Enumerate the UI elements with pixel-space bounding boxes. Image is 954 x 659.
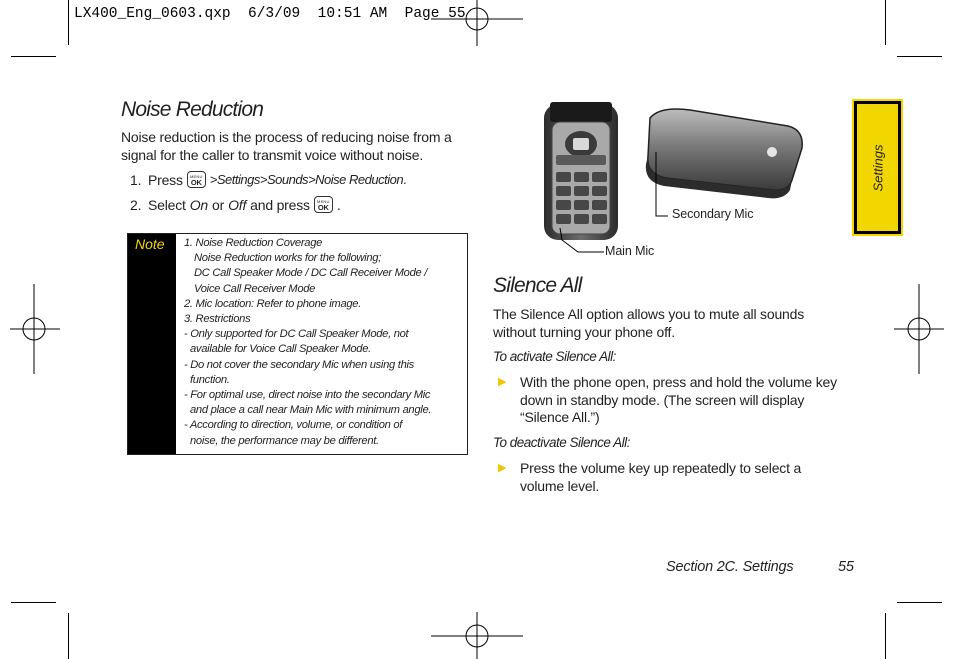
menu-ok-key-icon: MENU OK	[314, 196, 333, 213]
deactivate-bullet: ▶ Press the volume key up repeatedly to select a volume level.	[493, 460, 801, 495]
open-phone-icon	[544, 102, 618, 240]
page-number: 55	[838, 559, 854, 575]
step-2: 2. Select On or Off and press MENU OK .	[130, 196, 341, 213]
registration-mark-right-icon	[894, 284, 944, 374]
phone-image	[540, 100, 810, 265]
deactivate-heading: To deactivate Silence All:	[493, 435, 630, 450]
main-mic-label: Main Mic	[605, 244, 655, 258]
print-slug: LX400_Eng_0603.qxp 6/3/09 10:51 AM Page 55	[74, 6, 466, 22]
footer-section: Section 2C. Settings	[666, 559, 794, 575]
activate-heading: To activate Silence All:	[493, 349, 616, 364]
noise-reduction-heading: Noise Reduction	[121, 98, 264, 121]
registration-mark-bottom-icon	[431, 612, 523, 659]
bullet-arrow-icon: ▶	[498, 462, 507, 474]
activate-bullet: ▶ With the phone open, press and hold the volume key down in standby mode. (The screen will display “Silence All.”)	[493, 374, 837, 427]
silence-all-heading: Silence All	[493, 274, 582, 297]
note-box	[127, 233, 468, 455]
step-1: 1. Press MENU OK >Settings>Sounds>Noise Reduction.	[130, 171, 407, 188]
closed-phone-icon	[646, 109, 802, 198]
secondary-mic-label: Secondary Mic	[672, 207, 754, 221]
section-side-tab	[852, 99, 903, 236]
note-text: 1. Noise Reduction Coverage Noise Reduction works for the following; DC Call Speaker Mode / DC Call Receiver Mode / Voice Call Receiver Mode 2. Mic location: Refer to phone image. 3. Restrictions - Only supported for DC Call Speaker Mode, not available for Voice Call Speaker Mode. - Do not cover the secondary Mic when using this function. - For optimal use, direct noise into the secondary Mic and place a call near Main Mic with minimum angle. - According to direction, volume, or condition of noise, the performance may be different.	[184, 237, 432, 447]
registration-mark-left-icon	[10, 284, 60, 374]
side-tab-label: Settings	[870, 144, 885, 191]
silence-all-intro: The Silence All option allows you to mute all sounds without turning your phone off.	[493, 306, 805, 340]
noise-reduction-intro: Noise reduction is the process of reducing noise from a signal for the caller to transmit voice without noise.	[121, 129, 452, 163]
bullet-arrow-icon: ▶	[498, 376, 507, 388]
registration-mark-top-icon	[431, 0, 523, 48]
menu-ok-key-icon: MENU OK	[187, 171, 206, 188]
note-label: Note	[135, 236, 165, 252]
